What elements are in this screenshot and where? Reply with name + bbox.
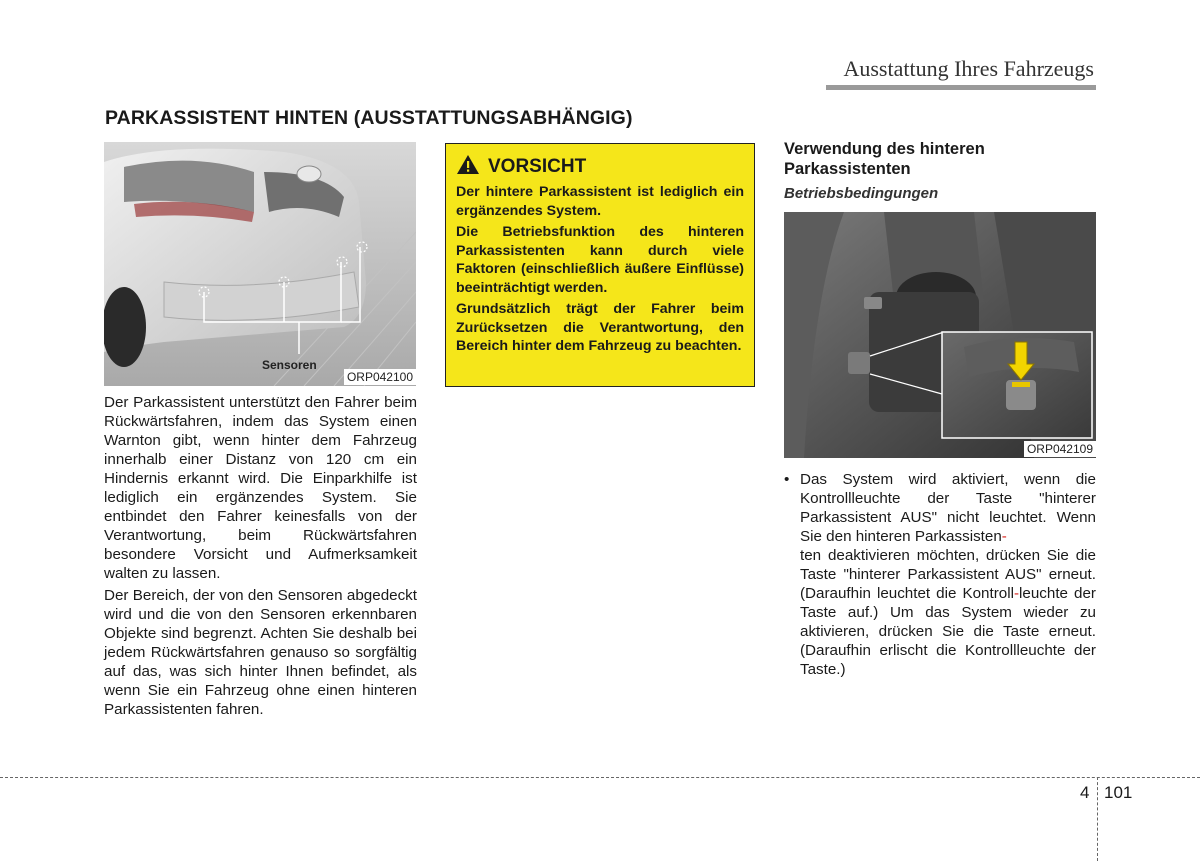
figure-code: ORP042109 — [1024, 441, 1096, 457]
caution-paragraph: Grundsätzlich trägt der Fahrer beim Zurücksetzen die Verantwortung, den Bereich hinter dem Fahrzeug zu beachten. — [456, 301, 744, 354]
bullet-text-part: ten deaktivieren möchten, drücken Sie die Taste "hinterer Parkassistent AUS" erneut. (Daraufhin leuchtet die Kontroll — [800, 547, 1096, 602]
bullet-dot: • — [784, 471, 790, 488]
header-rule — [826, 85, 1096, 90]
paragraph: Der Parkassistent unterstützt den Fahrer beim Rückwärtsfahren, indem das System einen Warnton gibt, wenn hinter dem Fahrzeug innerhalb einer Distanz von 120 cm ein Hindernis erkannt wird. Die Einparkhilfe ist lediglich ein ergänzendes System. Sie entbindet den Fahrer keinesfalls von der Verantwortung, beim Rückwärtsfahren besondere Vorsicht und Aufmerksamkeit walten zu lassen. — [104, 394, 417, 582]
bullet-text-part: leuchte der Taste auf.) Um das System wieder zu aktivieren, drücken Sie die Taste erneut. (Daraufhin erlischt die Kontrollleuchte der Taste.) — [800, 585, 1096, 678]
paragraph: Der Bereich, der von den Sensoren abgedeckt wird und die von den Sensoren erkennbaren Objekte sind begrenzt. Achten Sie deshalb bei jedem Rückwärtsfahren genauso so sorgfältig auf das, was sich hinter Ihnen befindet, als wenn Sie ein Fahrzeug ohne einen hinteren Parkassistenten fahren. — [104, 587, 417, 718]
intro-text — [104, 393, 417, 722]
subsection-subtitle: Betriebsbedingungen — [784, 185, 939, 202]
section-title: PARKASSISTENT HINTEN (AUSSTATTUNGSABHÄNGIG) — [105, 107, 633, 129]
park-assist-button-figure — [784, 212, 1096, 458]
bullet-text — [800, 470, 1096, 679]
running-header: Ausstattung Ihres Fahrzeugs — [843, 56, 1094, 81]
warning-icon — [456, 154, 480, 180]
car-rear-illustration — [104, 142, 416, 386]
gear-console-illustration — [784, 212, 1096, 458]
chapter-number: 4 — [1080, 783, 1090, 802]
figure-code: ORP042100 — [344, 369, 416, 385]
subsection-title: Verwendung des hinteren Parkassistenten — [784, 140, 985, 178]
list-item — [784, 470, 1096, 679]
caution-paragraph: Die Betriebsfunktion des hinteren Parkassistenten kann durch viele Faktoren (einschließlich äußere Einflüsse) beeinträchtigt werden. — [456, 224, 744, 296]
hyphen-mark: - — [1001, 528, 1007, 545]
hyphen-mark: - — [1013, 585, 1020, 602]
caution-paragraph: Der hintere Parkassistent ist lediglich ein ergänzendes System. — [456, 184, 744, 219]
footer-vertical-divider — [1097, 777, 1098, 861]
footer-divider — [0, 777, 1200, 778]
rear-sensor-figure — [104, 142, 416, 386]
bullet-text-part: Das System wird aktiviert, wenn die Kontrollleuchte der Taste "hinterer Parkassistent AUS" nicht leuchtet. Wenn Sie den hinteren Parkassisten — [800, 471, 1096, 545]
page-number: 101 — [1104, 783, 1133, 802]
caution-title: VORSICHT — [488, 156, 587, 177]
sensor-label: Sensoren — [262, 358, 317, 372]
caution-box — [445, 143, 755, 387]
